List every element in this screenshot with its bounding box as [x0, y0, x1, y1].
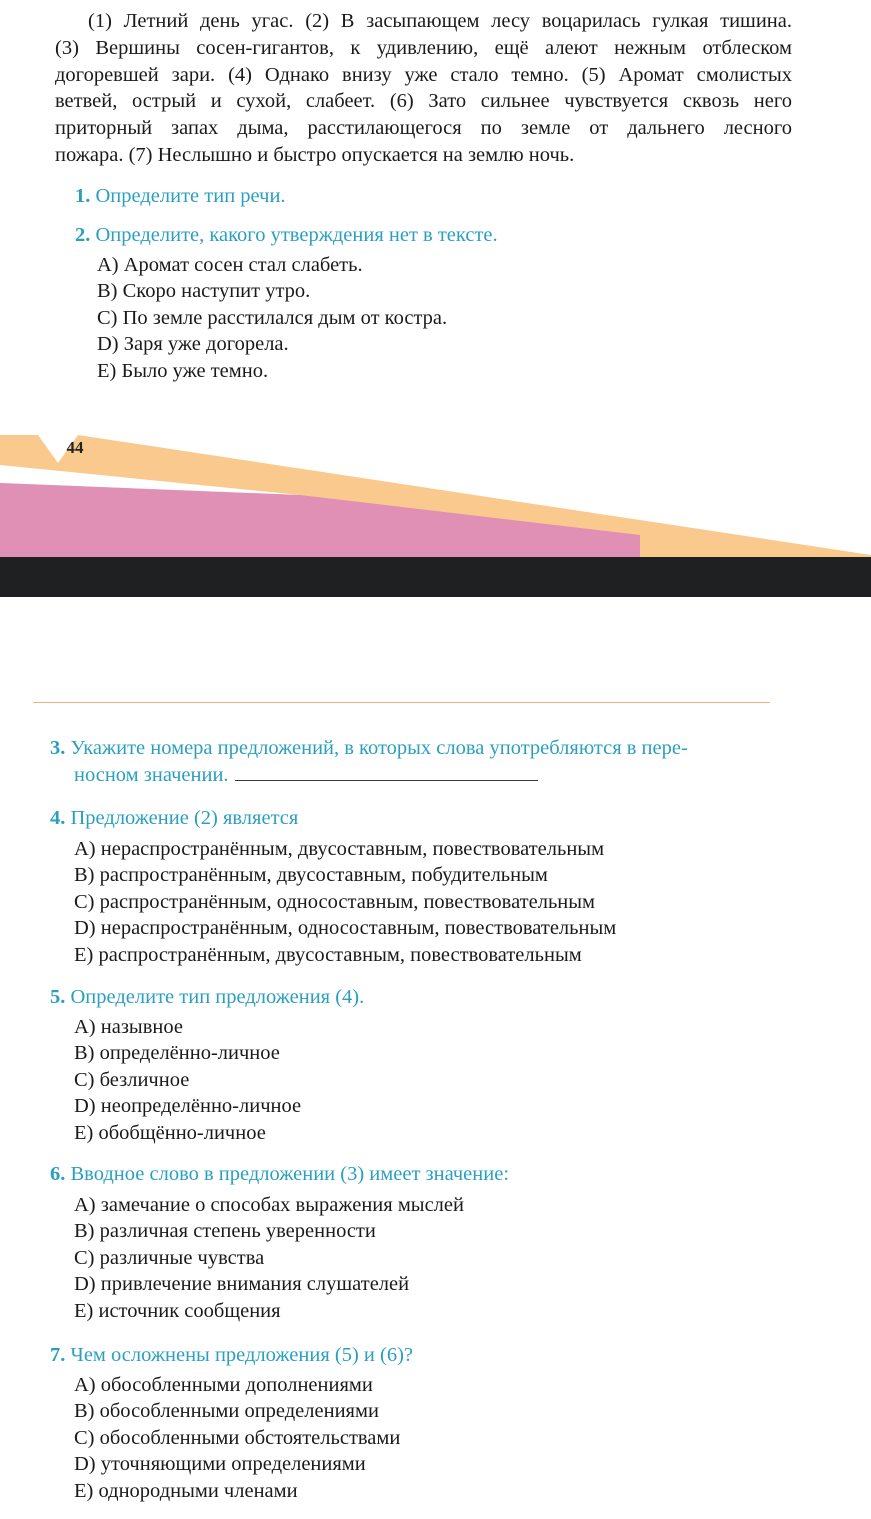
question-4-options — [74, 836, 616, 968]
question-3-continued — [74, 764, 538, 787]
option: B) Скоро наступит утро. — [97, 280, 311, 303]
question-5-options — [74, 1014, 301, 1146]
passage-line: догоревшей зари. (4) Однако внизу уже стало темно. (5) Аромат смолистых — [55, 63, 792, 86]
option: C) обособленными обстоятельствами — [74, 1426, 401, 1449]
option: A) нераспространённым, двусоставным, повествовательным — [74, 838, 605, 860]
option: A) замечание о способах выражения мыслей — [74, 1194, 464, 1216]
option: C) различные чувства — [74, 1246, 265, 1269]
question-text: Вводное слово в предложении (3) имеет значение: — [70, 1163, 510, 1185]
option: E) обобщённо-личное — [74, 1121, 266, 1144]
question-4 — [50, 807, 298, 830]
page-separator — [0, 557, 871, 597]
page-top — [0, 0, 871, 560]
page-footer-decoration — [0, 425, 871, 560]
question-number: 1. — [75, 185, 91, 207]
option: B) различная степень уверенности — [74, 1220, 376, 1243]
question-text: носном значении. — [74, 764, 229, 786]
option: D) уточняющими определениями — [74, 1453, 366, 1476]
question-text: Предложение (2) является — [70, 807, 299, 829]
question-text: Укажите номера предложений, в которых слова употребляются в пере- — [70, 737, 688, 759]
option: D) Заря уже догорела. — [97, 333, 289, 356]
passage-line: (3) Вершины сосен-гигантов, к удивлению, ещё алеют нежным отблеском — [55, 36, 792, 59]
question-1 — [75, 185, 286, 208]
question-text: Определите, какого утверждения нет в тексте. — [95, 224, 498, 246]
passage-line: приторный запах дыма, расстилающегося по земле от дальнего лесного — [55, 117, 792, 140]
question-5 — [50, 986, 364, 1009]
passage — [55, 8, 792, 169]
option: C) безличное — [74, 1068, 190, 1091]
question-7 — [50, 1344, 413, 1367]
option: A) обособленными дополнениями — [74, 1374, 373, 1396]
option: E) распространённым, двусоставным, повествовательным — [74, 943, 582, 966]
question-6 — [50, 1163, 509, 1186]
option: B) определённо-личное — [74, 1042, 280, 1065]
option: C) По земле расстилался дым от костра. — [97, 306, 448, 329]
option: B) распространённым, двусоставным, побудительным — [74, 864, 548, 887]
question-text: Определите тип речи. — [95, 185, 286, 207]
option: A) назывное — [74, 1016, 183, 1038]
question-text: Определите тип предложения (4). — [70, 986, 365, 1008]
question-2-options — [97, 252, 447, 384]
option: B) обособленными определениями — [74, 1400, 379, 1423]
question-2 — [75, 224, 498, 247]
passage-line: пожара. (7) Неслышно и быстро опускается на землю ночь. — [55, 143, 575, 166]
option: E) Было уже темно. — [97, 359, 269, 382]
question-number: 5. — [50, 986, 66, 1008]
answer-blank-line — [235, 779, 538, 781]
option: E) источник сообщения — [74, 1299, 281, 1322]
question-number: 3. — [50, 737, 66, 759]
page-number: 44 — [66, 438, 84, 457]
question-6-options — [74, 1192, 464, 1324]
option: D) неопределённо-личное — [74, 1095, 302, 1118]
question-number: 7. — [50, 1344, 66, 1366]
question-text: Чем осложнены предложения (5) и (6)? — [70, 1344, 414, 1366]
question-number: 2. — [75, 224, 91, 246]
question-number: 4. — [50, 807, 66, 829]
question-number: 6. — [50, 1163, 66, 1185]
header-rule — [33, 702, 770, 703]
option: E) однородными членами — [74, 1479, 298, 1502]
passage-line: ветвей, острый и сухой, слабеет. (6) Зато сильнее чувствуется сквозь него — [55, 90, 792, 113]
passage-line: (1) Летний день угас. (2) В засыпающем лесу воцарилась гулкая тишина. — [88, 10, 792, 32]
option: D) нераспространённым, односоставным, повествовательным — [74, 917, 617, 940]
option: D) привлечение внимания слушателей — [74, 1273, 410, 1296]
option: A) Аромат сосен стал слабеть. — [97, 254, 363, 276]
question-7-options — [74, 1372, 400, 1504]
question-3 — [50, 737, 688, 760]
option: C) распространённым, односоставным, повествовательным — [74, 890, 596, 913]
